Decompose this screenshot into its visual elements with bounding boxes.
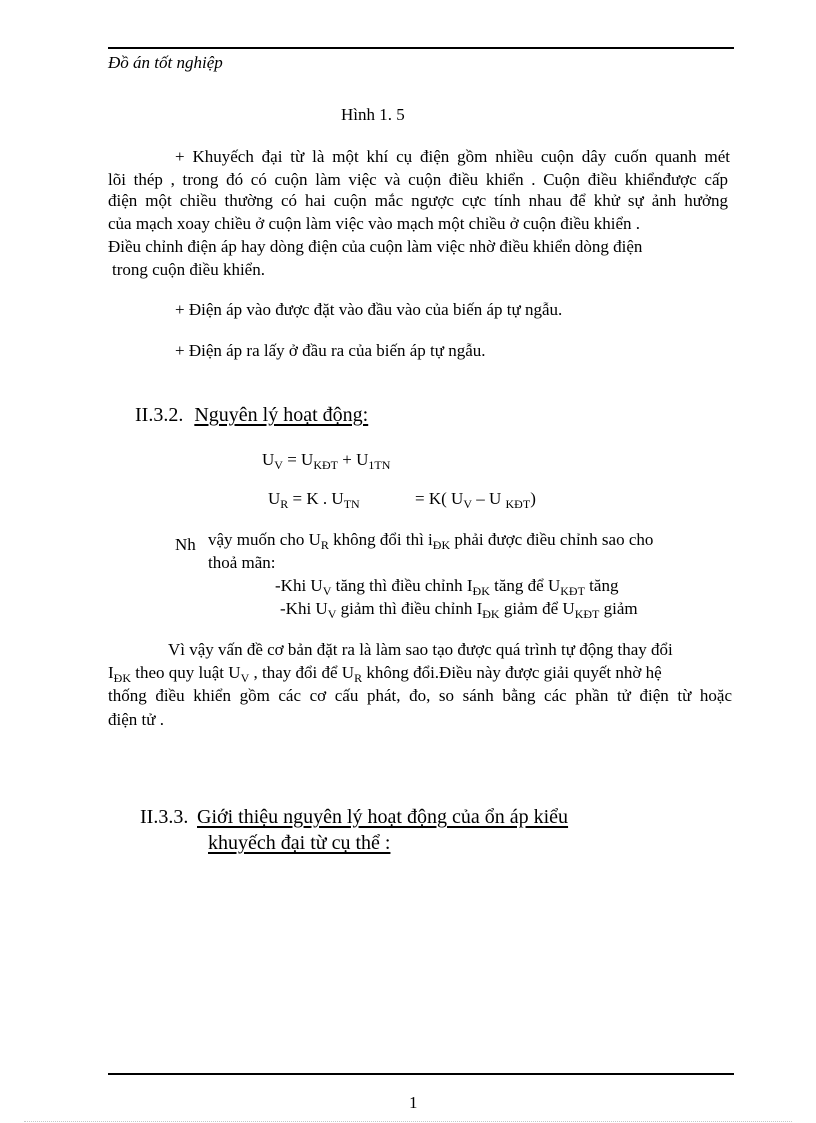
rule-decrease: -Khi $U_V$ giảm thì điều chỉnh $I_{ĐK}$ giảm để $U_{KĐT}$ giảm bbox=[280, 599, 638, 621]
para1-line-4: của mạch xoay chiều ở cuộn làm việc vào mạch một chiều ở cuộn điều khiển . bbox=[108, 214, 641, 233]
equation-2-right: = K( $U_V$ – U $_{KĐT}$) bbox=[415, 489, 536, 511]
equation-1: $U_V = U_{KĐT} + U_{1TN}$ bbox=[262, 450, 391, 472]
para2-line-2: $I_{ĐK}$ theo quy luật $U_V$ , thay đổi để $U_R$ không đổi.Điều này được giải quyết nhờ hệ bbox=[108, 663, 662, 685]
figure-caption: Hình 1. 5 bbox=[341, 105, 405, 124]
rule-increase: -Khi $U_V$ tăng thì điều chỉnh $I_{ĐK}$ tăng để $U_{KĐT}$ tăng bbox=[275, 576, 619, 598]
condition-nh: Nh bbox=[175, 535, 196, 554]
section-232-number: II.3.2. bbox=[135, 404, 184, 426]
para1-line-6: trong cuộn điều khiển. bbox=[112, 260, 265, 279]
equation-2-left: $U_R = K$ . $U_{TN}$ bbox=[268, 489, 360, 511]
bullet-output-voltage: + Điện áp ra lấy ở đầu ra của biến áp tự ngẫu. bbox=[175, 341, 486, 360]
section-233-title-line-1: Giới thiệu nguyên lý hoạt động của ổn áp kiểu bbox=[197, 806, 569, 828]
section-233-title-line-2: khuyếch đại từ cụ thể : bbox=[208, 832, 391, 854]
page-number: 1 bbox=[409, 1093, 418, 1112]
footer-rule bbox=[108, 1073, 734, 1075]
para1-line-5: Điều chỉnh điện áp hay dòng điện của cuộn làm việc nhờ điều khiển dòng điện bbox=[108, 237, 643, 256]
para1-line-2: lõi thép , trong đó có cuộn làm việc và cuộn điều khiển . Cuộn điều khiểnđược cấp bbox=[108, 170, 728, 189]
bullet-input-voltage: + Điện áp vào được đặt vào đầu vào của biến áp tự ngẫu. bbox=[175, 300, 563, 319]
para2-line-3: thống điều khiển gồm các cơ cấu phát, đo, so sánh bằng các phần tử điện từ hoặc bbox=[108, 686, 732, 705]
header-rule bbox=[108, 47, 734, 49]
page-edge-divider bbox=[24, 1121, 792, 1122]
para2-line-4: điện tử . bbox=[108, 710, 164, 729]
para1-line-3: điện một chiều thường có hai cuộn mắc ngược cực tính nhau để khử sự ảnh hưởng bbox=[108, 191, 728, 210]
condition-line-2: thoả mãn: bbox=[208, 553, 276, 572]
section-233-number: II.3.3. bbox=[140, 806, 189, 828]
para1-line-1: + Khuyếch đại từ là một khí cụ điện gồm nhiều cuộn dây cuốn quanh mét bbox=[175, 147, 730, 166]
section-232-heading bbox=[135, 404, 368, 427]
section-232-title: Nguyên lý hoạt động: bbox=[194, 404, 369, 426]
condition-line-1: vậy muốn cho $U_R$ không đổi thì $i_{ĐK}$ phải được điều chỉnh sao cho bbox=[208, 530, 654, 552]
para2-line-1: Vì vậy vấn đề cơ bản đặt ra là làm sao tạo được quá trình tự động thay đổi bbox=[168, 640, 673, 659]
header-title: Đồ án tốt nghiệp bbox=[108, 53, 223, 72]
